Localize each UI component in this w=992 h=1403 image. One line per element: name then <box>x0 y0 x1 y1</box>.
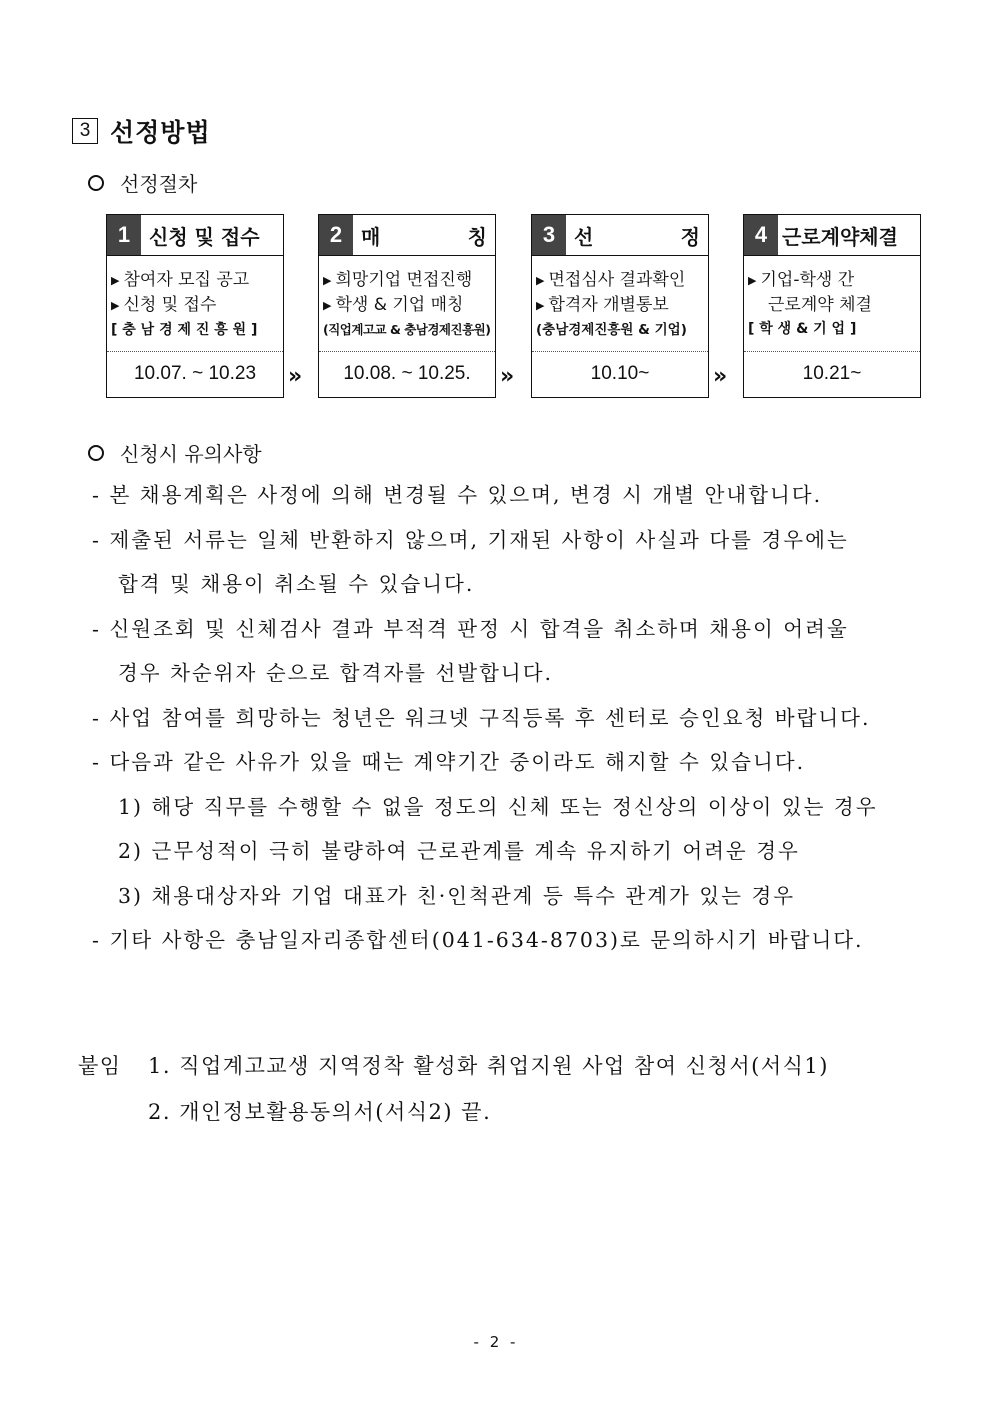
section-title: 선정방법 <box>110 118 211 147</box>
step-line: 합격자 개별통보 <box>548 295 669 315</box>
triangle-bullet-icon: ▶ <box>748 274 757 287</box>
step-title <box>353 215 495 255</box>
step-title-part: 매 <box>361 224 381 249</box>
step-line: 희망기업 면접진행 <box>335 270 473 290</box>
step-body <box>107 256 283 352</box>
procedure-steps <box>106 214 920 400</box>
arrow-right-icon: » <box>713 364 728 389</box>
procedure-heading-text: 선정절차 <box>120 172 198 196</box>
step-number: 3 <box>532 215 566 255</box>
step-number: 2 <box>319 215 353 255</box>
step-title-part: 칭 <box>467 224 487 249</box>
note-line: 합격 및 채용이 취소될 수 있습니다. <box>118 572 475 596</box>
triangle-bullet-icon: ▶ <box>536 299 545 312</box>
step-body <box>319 256 495 352</box>
step-title <box>566 215 708 255</box>
note-line: 1) 해당 직무를 수행할 수 없을 정도의 신체 또는 정신상의 이상이 있는 경우 <box>118 794 878 819</box>
step-body <box>532 256 708 352</box>
step-title: 근로계약체결 <box>782 224 898 249</box>
arrow-right-icon: » <box>500 364 515 389</box>
attachment-item: 1. 직업계고교생 지역정착 활성화 취업지원 사업 참여 신청서(서식1) <box>148 1054 829 1078</box>
note-line: - 제출된 서류는 일체 반환하지 않으며, 기재된 사항이 사실과 다를 경우에는 <box>92 527 849 552</box>
step-date: 10.21~ <box>802 363 862 384</box>
notes-heading-text: 신청시 유의사항 <box>120 442 262 466</box>
triangle-bullet-icon: ▶ <box>323 274 332 287</box>
step-organization: [ 학 생 & 기 업 ] <box>748 321 857 337</box>
note-line: - 다음과 같은 사유가 있을 때는 계약기간 중이라도 해지할 수 있습니다. <box>92 750 806 774</box>
circle-bullet-icon <box>88 175 104 191</box>
step-line: 기업-학생 간 <box>760 270 855 290</box>
note-line: 경우 차순위자 순으로 합격자를 선발합니다. <box>118 661 554 685</box>
triangle-bullet-icon: ▶ <box>111 299 120 312</box>
procedure-heading <box>88 168 197 197</box>
step-number: 1 <box>107 215 141 255</box>
step-box-4 <box>743 214 921 398</box>
step-organization: [ 충 남 경 제 진 흥 원 ] <box>111 322 258 338</box>
triangle-bullet-icon: ▶ <box>536 274 545 287</box>
step-box-3 <box>531 214 709 398</box>
step-line: 학생 & 기업 매칭 <box>335 295 464 315</box>
step-title: 신청 및 접수 <box>149 224 260 249</box>
step-date: 10.10~ <box>590 363 650 384</box>
notes-heading <box>88 438 262 467</box>
step-line: 참여자 모집 공고 <box>123 270 250 290</box>
step-organization: (직업계고교 & 충남경제진흥원) <box>323 322 491 337</box>
step-line: 신청 및 접수 <box>123 295 217 315</box>
step-line: 면접심사 결과확인 <box>548 270 686 290</box>
triangle-bullet-icon: ▶ <box>111 274 120 287</box>
page-number: - 2 - <box>473 1333 519 1351</box>
arrow-right-icon: » <box>288 364 303 389</box>
step-title-part: 정 <box>680 224 700 249</box>
note-line: 3) 채용대상자와 기업 대표가 친·인척관계 등 특수 관계가 있는 경우 <box>118 883 796 908</box>
step-organization: (충남경제진흥원 & 기업) <box>536 322 687 338</box>
step-date: 10.07. ~ 10.23 <box>133 363 257 384</box>
note-line: 2) 근무성적이 극히 불량하여 근로관계를 계속 유지하기 어려운 경우 <box>118 839 800 863</box>
attachments-label: 붙임 <box>78 1054 122 1078</box>
section-number: 3 <box>72 118 98 144</box>
attachment-item: 2. 개인정보활용동의서(서식2) 끝. <box>148 1100 492 1124</box>
step-number: 4 <box>744 215 778 255</box>
note-line: - 본 채용계획은 사정에 의해 변경될 수 있으며, 변경 시 개별 안내합니다. <box>92 483 823 507</box>
step-body <box>744 256 920 352</box>
section-heading <box>72 113 211 149</box>
note-line: - 기타 사항은 충남일자리종합센터(041-634-8703)로 문의하시기 바랍니다. <box>92 928 864 952</box>
note-line: - 사업 참여를 희망하는 청년은 워크넷 구직등록 후 센터로 승인요청 바랍니다. <box>92 705 871 730</box>
step-box-1 <box>106 214 284 398</box>
step-line: 근로계약 체결 <box>768 295 872 315</box>
note-line: - 신원조회 및 신체검사 결과 부적격 판정 시 합격을 취소하며 채용이 어려울 <box>92 616 849 641</box>
attachments <box>78 1043 829 1135</box>
step-date: 10.08. ~ 10.25. <box>343 363 471 384</box>
triangle-bullet-icon: ▶ <box>323 299 332 312</box>
step-box-2 <box>318 214 496 398</box>
step-title-part: 선 <box>574 224 594 249</box>
circle-bullet-icon <box>88 445 104 461</box>
notes-list <box>92 473 932 963</box>
